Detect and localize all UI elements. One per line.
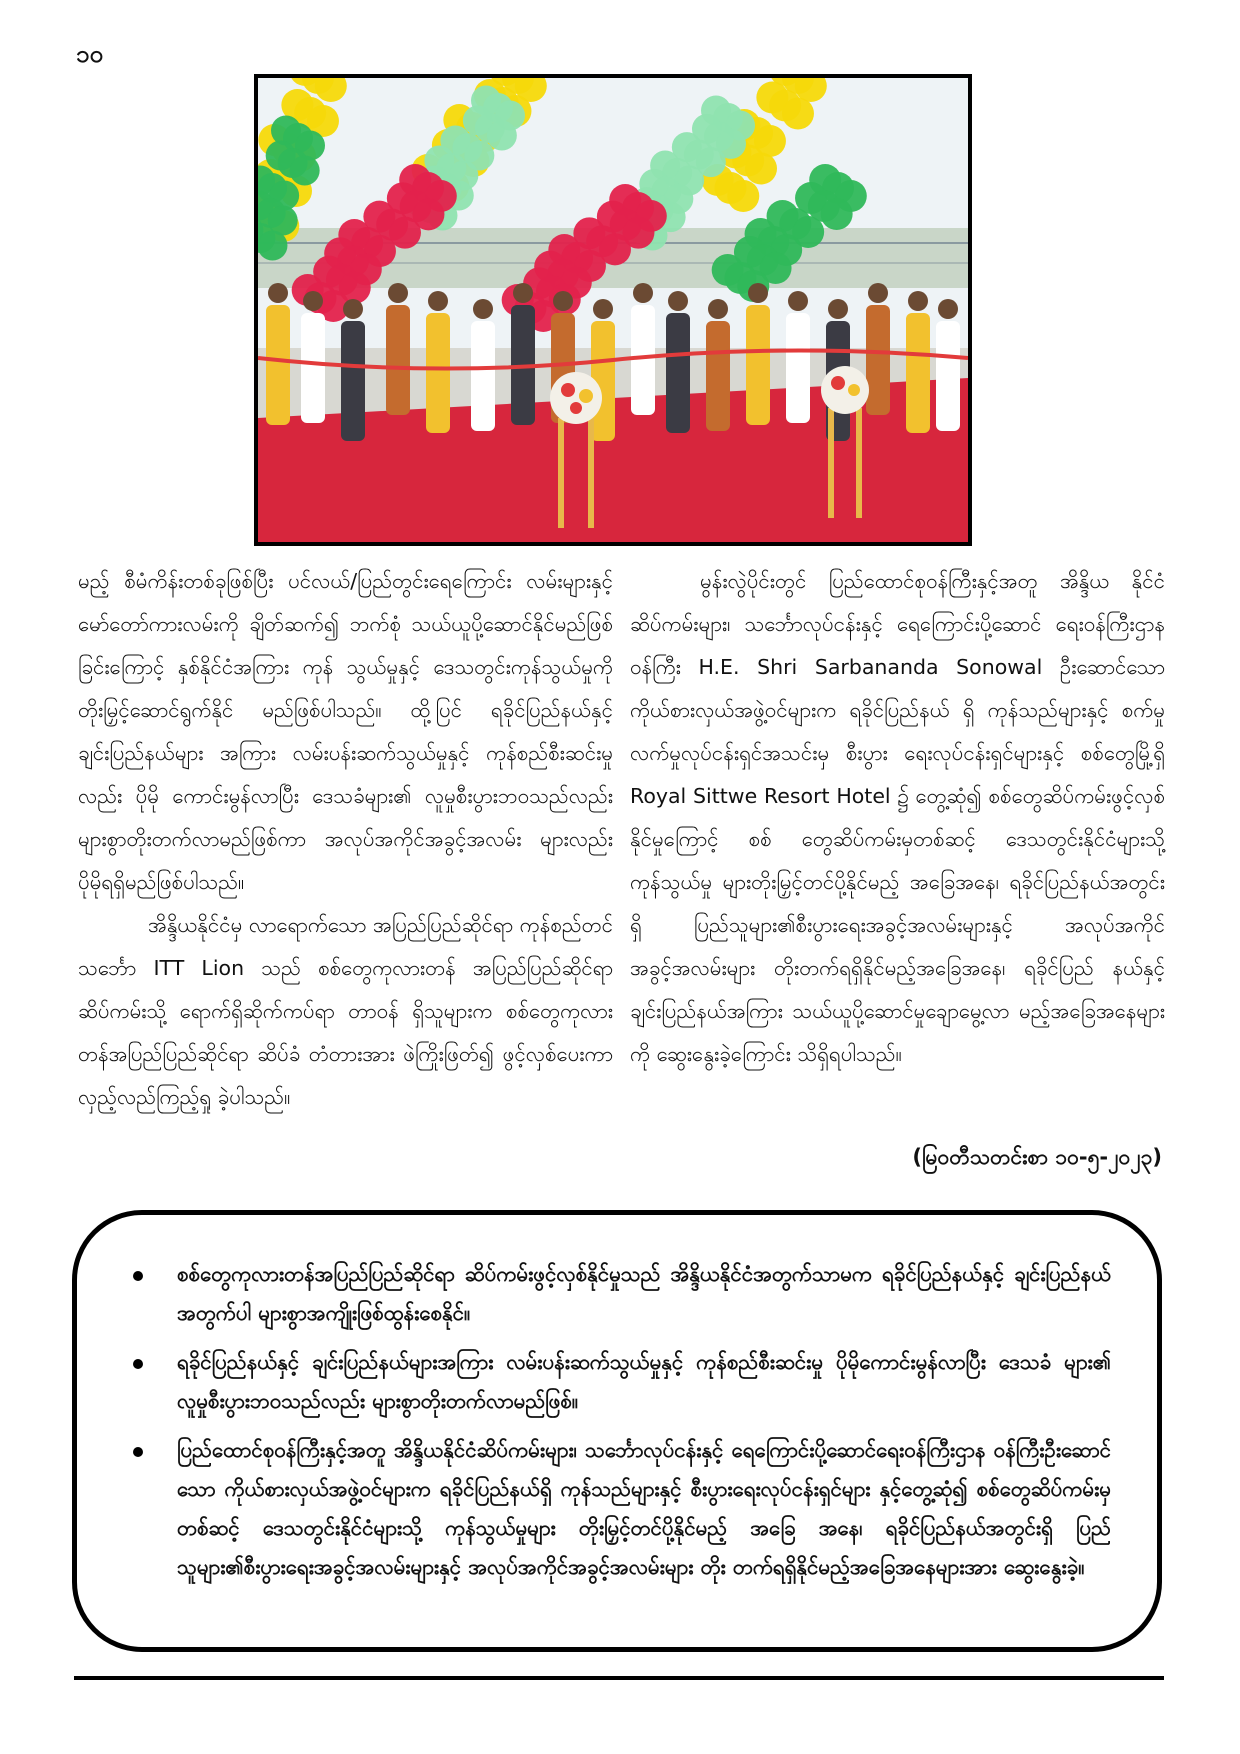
bullet-icon — [133, 1271, 143, 1281]
bottom-divider — [74, 1676, 1164, 1680]
ribbon-cutting-ceremony-photo-icon — [258, 78, 968, 542]
right-paragraph-1: မွန်းလွဲပိုင်းတွင် ပြည်ထောင်စုဝန်ကြီးနှင့်အတူ အိန္ဒိယ နိုင်ငံဆိပ်ကမ်းများ၊ သင်္ဘောလုပ်ငန်းနှင့် ရေကြောင်းပို့ဆောင် ရေးဝန်ကြီးဌာန ဝန်ကြီး H.E. Shri Sarbananda Sonowal ဦးဆောင်သော ကိုယ်စားလှယ်အဖွဲ့ဝင်များက ရခိုင်ပြည်နယ် ရှိ ကုန်သည်များနှင့် စက်မှုလက်မှုလုပ်ငန်းရှင်အသင်းမှ စီးပွား ရေးလုပ်ငန်းရှင်များနှင့် စစ်တွေမြို့ရှိ Royal Sittwe Resort Hotel ၌ တွေ့ဆုံ၍ စစ်တွေဆိပ်ကမ်းဖွင့်လှစ်နိုင်မှုကြောင့် စစ် တွေဆိပ်ကမ်းမှတစ်ဆင့် ဒေသတွင်းနိုင်ငံများသို့ ကုန်သွယ်မှု များတိုးမြှင့်တင်ပို့နိုင်မည့် အခြေအနေ၊ ရခိုင်ပြည်နယ်အတွင်း ရှိ ပြည်သူများ၏စီးပွားရေးအခွင့်အလမ်းများနှင့် အလုပ်အကိုင် အခွင့်အလမ်းများ တိုးတက်ရရှိနိုင်မည့်အခြေအနေ၊ ရခိုင်ပြည် နယ်နှင့် ချင်းပြည်နယ်အကြား သယ်ယူပို့ဆောင်မှုချောမွေ့လာ မည့်အခြေအနေများကို ဆွေးနွေးခဲ့ကြောင်း သိရှိရပါသည်။ — [630, 569, 1165, 1066]
left-paragraph-1: မည့် စီမံကိန်းတစ်ခုဖြစ်ပြီး ပင်လယ်/ပြည်တွင်းရေကြောင်း လမ်းများနှင့် မော်တော်ကားလမ်းကို ချိတ်ဆက်၍ ဘက်စုံ သယ်ယူပို့ဆောင်နိုင်မည်ဖြစ်ခြင်းကြောင့် နှစ်နိုင်ငံအကြား ကုန် သွယ်မှုနှင့် ဒေသတွင်းကုန်သွယ်မှုကို တိုးမြှင့်ဆောင်ရွက်နိုင် မည်ဖြစ်ပါသည်။ ထို့ပြင် ရခိုင်ပြည်နယ်နှင့် ချင်းပြည်နယ်များ အကြား လမ်းပန်းဆက်သွယ်မှုနှင့် ကုန်စည်စီးဆင်းမှုလည်း ပိုမို ကောင်းမွန်လာပြီး ဒေသခံများ၏ လူမှုစီးပွားဘဝသည်လည်း များစွာတိုးတက်လာမည်ဖြစ်ကာ အလုပ်အကိုင်အခွင့်အလမ်း များလည်း ပိုမိုရရှိမည်ဖြစ်ပါသည်။ — [78, 569, 613, 894]
article-left-column — [78, 560, 613, 1119]
bullet-icon — [133, 1359, 143, 1369]
summary-item — [133, 1343, 1111, 1421]
source-citation: (မြဝတီသတင်းစာ ၁၀-၅-၂၀၂၃) — [912, 1145, 1162, 1169]
page-number: ၁၀ — [76, 40, 103, 68]
summary-item — [133, 1431, 1111, 1587]
ribbon-cutting-photo — [254, 74, 972, 546]
left-paragraph-2: အိန္ဒိယနိုင်ငံမှ လာရောက်သော အပြည်ပြည်ဆိုင်ရာ ကုန်စည်တင်သင်္ဘော ITT Lion သည် စစ်တွေကုလားတန် အပြည်ပြည်ဆိုင်ရာဆိပ်ကမ်းသို့ ရောက်ရှိဆိုက်ကပ်ရာ တာဝန် ရှိသူများက စစ်တွေကုလားတန်အပြည်ပြည်ဆိုင်ရာ ဆိပ်ခံ တံတားအား ဖဲကြိုးဖြတ်၍ ဖွင့်လှစ်ပေးကာ လှည့်လည်ကြည့်ရှု ခဲ့ပါသည်။ — [78, 913, 613, 1109]
summary-item — [133, 1255, 1111, 1333]
bullet-icon — [133, 1447, 143, 1457]
article-right-column — [630, 560, 1165, 1076]
summary-item-text: ပြည်ထောင်စုဝန်ကြီးနှင့်အတူ အိန္ဒိယနိုင်ငံဆိပ်ကမ်းများ၊ သင်္ဘောလုပ်ငန်းနှင့် ရေကြောင်းပို့ဆောင်ရေးဝန်ကြီးဌာန ဝန်ကြီးဦးဆောင်သော ကိုယ်စားလှယ်အဖွဲ့ဝင်များက ရခိုင်ပြည်နယ်ရှိ ကုန်သည်များနှင့် စီးပွားရေးလုပ်ငန်းရှင်များ နှင့်တွေ့ဆုံ၍ စစ်တွေဆိပ်ကမ်းမှတစ်ဆင့် ဒေသတွင်းနိုင်ငံများသို့ ကုန်သွယ်မှုများ တိုးမြှင့်တင်ပို့နိုင်မည့် အခြေ အနေ၊ ရခိုင်ပြည်နယ်အတွင်းရှိ ပြည်သူများ၏စီးပွားရေးအခွင့်အလမ်းများနှင့် အလုပ်အကိုင်အခွင့်အလမ်းများ တိုး တက်ရရှိနိုင်မည့်အခြေအနေများအား ဆွေးနွေးခဲ့။ — [177, 1438, 1111, 1579]
summary-item-text: ရခိုင်ပြည်နယ်နှင့် ချင်းပြည်နယ်များအကြား လမ်းပန်းဆက်သွယ်မှုနှင့် ကုန်စည်စီးဆင်းမှု ပိုမိုကောင်းမွန်လာပြီး ဒေသခံ များ၏ လူမှုစီးပွားဘဝသည်လည်း များစွာတိုးတက်လာမည်ဖြစ်။ — [177, 1350, 1111, 1413]
summary-box — [72, 1210, 1162, 1652]
summary-item-text: စစ်တွေကုလားတန်အပြည်ပြည်ဆိုင်ရာ ဆိပ်ကမ်းဖွင့်လှစ်နိုင်မှုသည် အိန္ဒိယနိုင်ငံအတွက်သာမက ရခိုင်ပြည်နယ်နှင့် ချင်းပြည်နယ်အတွက်ပါ များစွာအကျိုးဖြစ်ထွန်းစေနိုင်။ — [177, 1262, 1111, 1325]
